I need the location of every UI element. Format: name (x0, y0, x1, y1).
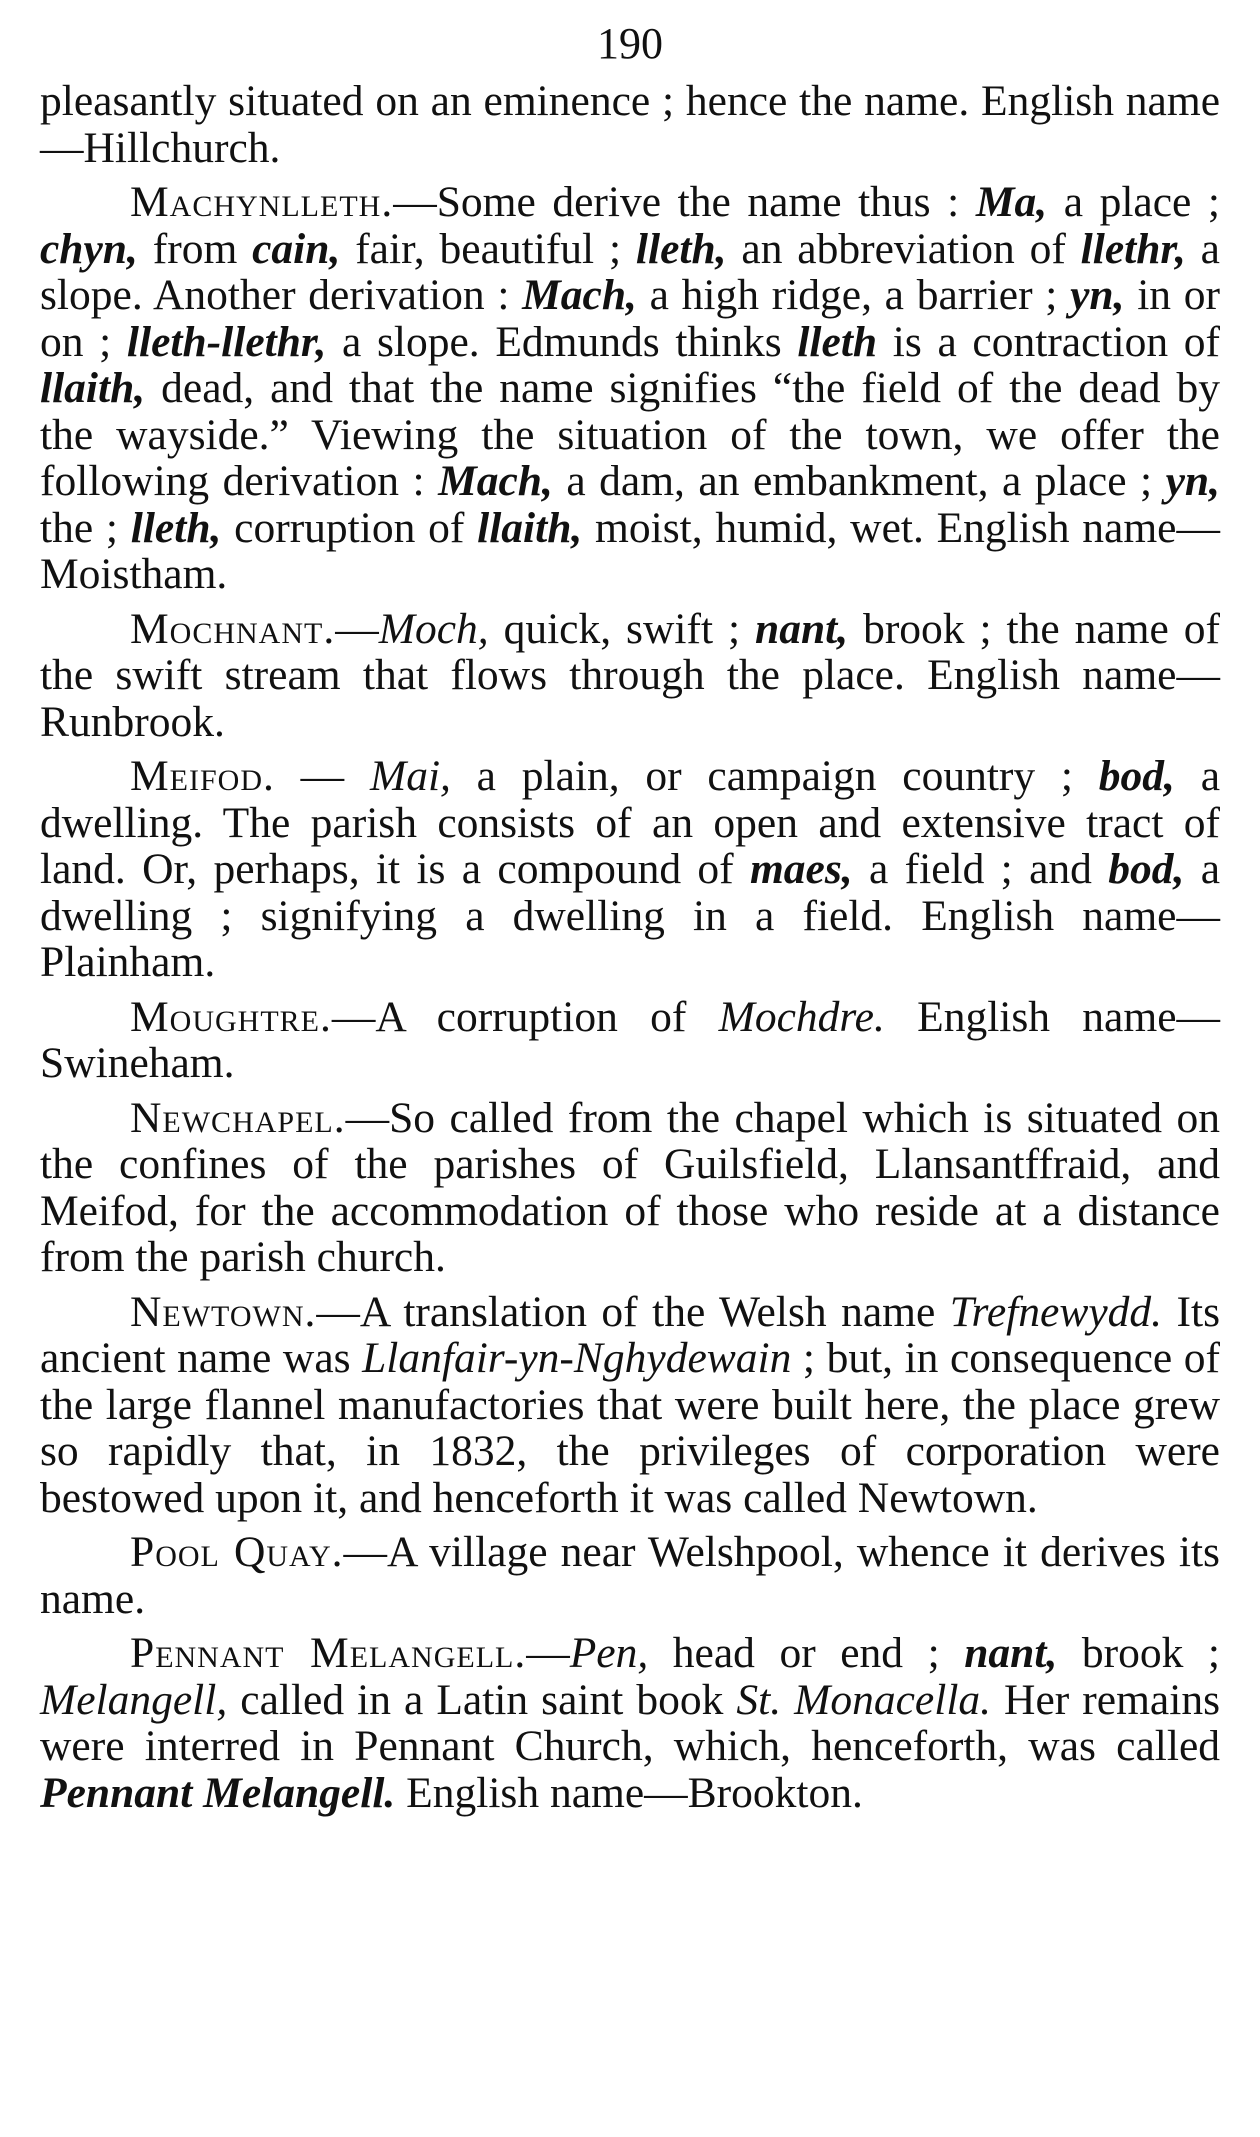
text-run: —A village near Welshpool, whence it derives its name. (40, 1528, 1220, 1623)
text-run: bod, (1098, 752, 1175, 800)
text-run: a dwelling ; signifying a dwelling in a field. English name—Plainham. (40, 845, 1220, 986)
text-run: lleth, (635, 224, 727, 273)
entry-newtown (40, 1289, 1220, 1522)
text-run: Mach, (522, 271, 637, 319)
entry-machynlleth (40, 179, 1220, 598)
text-run: Pen, (569, 1629, 649, 1677)
text-run: —Some derive the name thus : (393, 178, 976, 226)
text-run: English name—Brookton. (395, 1768, 863, 1817)
text-run: is a contraction of (877, 317, 1220, 366)
entry-newchapel (40, 1095, 1220, 1281)
text-run: a plain, or campaign country ; (450, 752, 1099, 800)
text-run: Its ancient name was (40, 1287, 1221, 1382)
text-run: English name—Swineham. (40, 992, 1220, 1087)
text-run: dead, and that the name signifies “the field of the dead by the wayside.” Viewing the situation of the town, we offer the following derivation : (40, 364, 1220, 505)
text-run: quick, swift ; (488, 604, 756, 653)
text-run: —A corruption of (331, 992, 719, 1041)
text-run: a high ridge, a barrier ; (636, 271, 1071, 319)
text-run: a dam, an embankment, a place ; (552, 457, 1166, 505)
text-run: Moch, (378, 604, 489, 653)
text-run: moist, humid, wet. English name—Moistham. (40, 503, 1220, 598)
text-run: cain, (252, 224, 341, 273)
text-run: head or end ; (648, 1629, 965, 1677)
text-run: from (137, 224, 253, 273)
text-run: brook ; (1057, 1629, 1220, 1677)
text-run: Llanfair-yn-Nghydewain (362, 1334, 792, 1382)
text-run: a dwelling. The parish consists of an open and extensive tract of land. Or, perhaps, it is a compound of (40, 752, 1221, 893)
text-run: Mochdre. (718, 992, 885, 1041)
text-run: the ; (40, 503, 131, 552)
entry-pool-quay (40, 1529, 1220, 1622)
text-run: pleasantly situated on an eminence ; hence the name. English name—Hillchurch. (40, 77, 1220, 172)
text-run: yn, (1165, 457, 1220, 505)
text-run: lleth, (130, 503, 222, 552)
entry-headword: Newchapel. (130, 1093, 346, 1142)
text-run: nant, (964, 1629, 1058, 1677)
text-run: bod, (1108, 845, 1185, 893)
text-run: — (335, 604, 379, 653)
text-run: — (274, 752, 370, 800)
text-run: llaith, (477, 503, 583, 552)
text-run: corruption of (221, 503, 478, 552)
text-run: brook ; the name of the swift stream that flows through the place. English name—Runbrook. (40, 604, 1220, 746)
text-run: ; but, in consequence of the large flannel manufactories that were built here, the place grew so rapidly that, in 1832, the privileges of corporation were bestowed upon it, and henceforth it was called Newtown. (40, 1334, 1220, 1522)
text-run: St. Monacella. (736, 1675, 992, 1724)
text-run: — (526, 1629, 570, 1677)
text-run: fair, beautiful ; (340, 224, 636, 273)
text-run: Melangell, (40, 1675, 228, 1724)
text-run: llaith, (40, 364, 146, 412)
text-run: Trefnewydd. (949, 1287, 1163, 1336)
text-run: lleth (797, 317, 878, 366)
entry-headword: Moughtre. (130, 992, 332, 1041)
text-run: Ma, (975, 178, 1048, 226)
text-run: a place ; (1047, 178, 1220, 226)
text-run: chyn, (40, 224, 138, 273)
entry-headword: Machynlleth. (130, 178, 394, 226)
entry-headword: Pennant Melangell. (130, 1629, 527, 1677)
entry-moughtre (40, 994, 1220, 1087)
entry-headword: Mochnant. (130, 604, 336, 653)
text-run: Pennant Melangell. (40, 1768, 396, 1817)
entry-pennant-melangell (40, 1630, 1220, 1816)
text-run: a slope. Another derivation : (40, 224, 1220, 319)
text-run: called in a Latin saint book (227, 1675, 737, 1724)
text-run: Mach, (438, 457, 553, 505)
entry-paragraph (40, 78, 1220, 171)
entry-headword: Newtown. (130, 1287, 317, 1336)
text-run: nant, (755, 604, 849, 653)
text-run: lleth-llethr, (126, 317, 327, 366)
text-run: llethr, (1080, 224, 1186, 273)
text-run: maes, (749, 845, 853, 893)
entry-meifod (40, 753, 1220, 986)
book-page (40, 18, 1220, 1824)
text-run: an abbreviation of (726, 224, 1081, 273)
text-run: —So called from the chapel which is situated on the confines of the parishes of Guilsfield, Llansantffraid, and Meifod, for the accommodation of those who reside at a distance from the parish church. (40, 1093, 1220, 1281)
text-run: a field ; and (852, 845, 1109, 893)
text-run: a slope. Edmunds thinks (326, 317, 798, 366)
page-number: 190 (597, 19, 663, 68)
entry-headword: Pool Quay. (130, 1528, 344, 1576)
text-run: Her remains were interred in Pennant Church, which, henceforth, was called (40, 1675, 1220, 1770)
text-run: —A translation of the Welsh name (316, 1287, 950, 1336)
text-run: Mai, (369, 752, 451, 800)
text-run: yn, (1070, 271, 1125, 319)
entry-mochnant (40, 606, 1220, 746)
entry-headword: Meifod. (130, 752, 275, 800)
text-run: in or on ; (40, 271, 1220, 366)
